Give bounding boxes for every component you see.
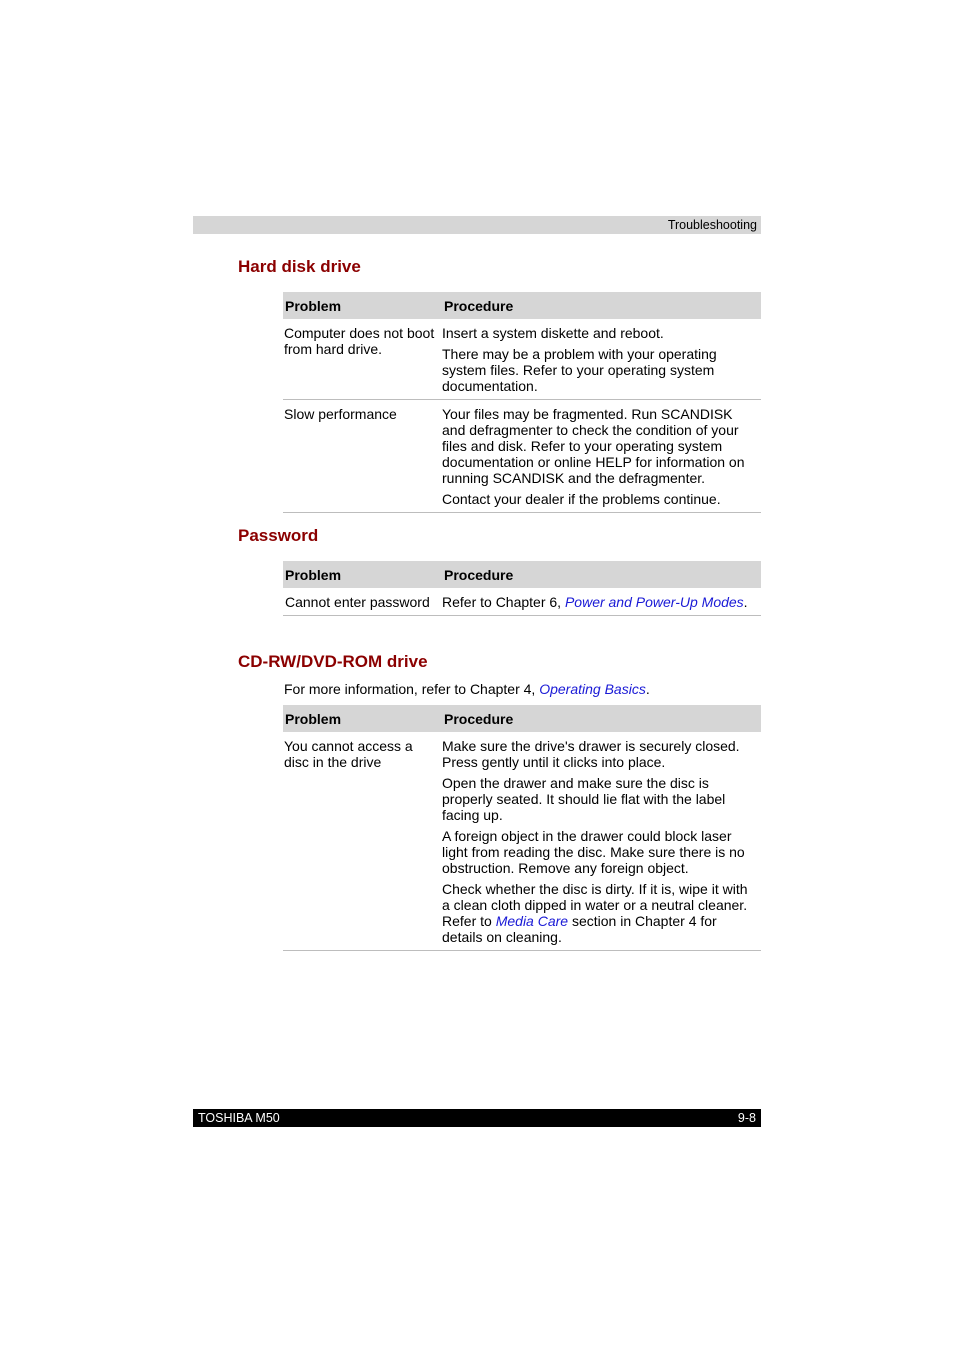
column-header-problem: Problem [283,705,442,732]
problem-cell: You cannot access a disc in the drive [283,732,442,951]
table-row [283,400,761,513]
running-header [193,216,761,234]
table-row [283,588,761,616]
running-header-label: Troubleshooting [667,218,757,232]
intro-text: For more information, refer to Chapter 4, [284,681,540,697]
running-footer [193,1109,761,1127]
procedure-cell [442,319,761,400]
column-header-problem: Problem [283,561,442,588]
procedure-step [442,881,755,945]
footer-model: TOSHIBA M50 [198,1111,280,1125]
procedure-cell [442,400,761,513]
procedure-step: Insert a system diskette and reboot. [442,325,664,341]
column-header-procedure: Procedure [442,705,761,732]
procedure-step: Your files may be fragmented. Run SCANDISK and defragmenter to check the condition of your files and disk. Refer to your operating system documentation or online HELP for information on running SCANDISK and the defragmenter. [442,406,745,486]
procedure-step: Open the drawer and make sure the disc is properly seated. It should lie flat with the label facing up. [442,775,726,823]
cdrw-table [283,705,761,951]
column-header-procedure: Procedure [442,561,761,588]
procedure-step: Contact your dealer if the problems continue. [442,491,721,507]
password-table [283,561,761,616]
procedure-step: There may be a problem with your operating system files. Refer to your operating system documentation. [442,346,717,394]
table-header-row [283,561,761,588]
procedure-text: Check whether the disc is dirty. If it is, wipe it with a clean cloth dipped in water or a neutral cleaner. Refer to [442,881,748,929]
procedure-step: A foreign object in the drawer could block laser light from reading the disc. Make sure there is no obstruction. Remove any foreign object. [442,828,745,876]
procedure-text-end: . [743,594,748,610]
power-modes-link[interactable]: Power and Power-Up Modes [564,594,744,610]
hard-disk-heading: Hard disk drive [238,257,361,276]
cdrw-intro [284,681,650,697]
procedure-step: Make sure the drive's drawer is securely closed. Press gently until it clicks into place. [442,738,740,770]
media-care-link[interactable]: Media Care [495,913,569,929]
table-header-row [283,705,761,732]
procedure-step [442,594,755,610]
table-row [283,732,761,951]
procedure-text-end: section in Chapter 4 for details on cleaning. [442,913,717,945]
table-header-row [283,292,761,319]
password-heading: Password [238,526,319,545]
problem-cell: Slow performance [283,400,442,513]
column-header-procedure: Procedure [442,292,761,319]
hard-disk-table [283,292,761,513]
cdrw-heading: CD-RW/DVD-ROM drive [238,652,428,671]
column-header-problem: Problem [283,292,442,319]
procedure-cell [442,732,761,951]
procedure-text: Refer to Chapter 6, [442,594,565,610]
procedure-cell [442,588,761,616]
table-row [283,319,761,400]
footer-page-number: 9-8 [737,1111,756,1125]
problem-cell: Computer does not boot from hard drive. [283,319,442,400]
intro-text-end: . [645,681,650,697]
problem-cell: Cannot enter password [283,588,442,616]
operating-basics-link[interactable]: Operating Basics [539,681,646,697]
